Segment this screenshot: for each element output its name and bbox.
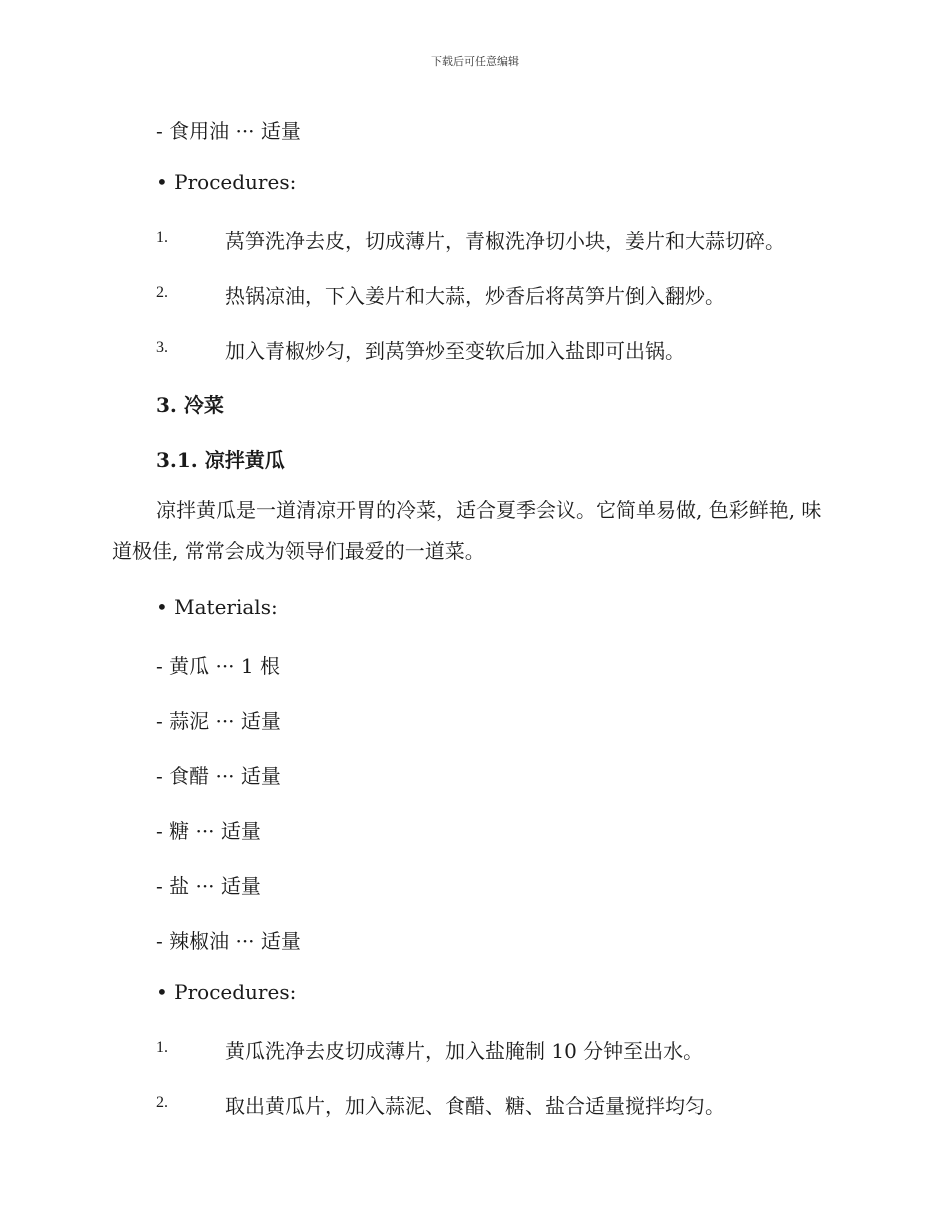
page-header: 下载后可任意编辑 — [431, 55, 519, 68]
step-number: 2. — [156, 284, 168, 301]
intro-text: 凉拌黄瓜是一道清凉开胃的冷菜，适合夏季会议。它简单易做, 色彩鲜艳, 味道极佳, 常常会成为领导们最爱的一道菜。 — [112, 498, 822, 563]
step-number: 3. — [156, 339, 168, 356]
procedures-label: • Procedures: — [156, 170, 297, 194]
step-number: 2. — [156, 1094, 168, 1111]
step-text: 加入青椒炒匀，到莴笋炒至变软后加入盐即可出锅。 — [225, 339, 685, 363]
step-text: 黄瓜洗净去皮切成薄片，加入盐腌制 10 分钟至出水。 — [225, 1039, 704, 1063]
materials-label: • Materials: — [156, 595, 278, 619]
step-number: 1. — [156, 1039, 168, 1056]
step-text: 取出黄瓜片，加入蒜泥、食醋、糖、盐合适量搅拌均匀。 — [225, 1094, 725, 1118]
material-item: - 黄瓜 ··· 1 根 — [156, 654, 280, 678]
step-number: 1. — [156, 229, 168, 246]
step-text: 热锅凉油，下入姜片和大蒜，炒香后将莴笋片倒入翻炒。 — [225, 284, 725, 308]
material-item: - 辣椒油 ··· 适量 — [156, 929, 301, 953]
material-item: - 糖 ··· 适量 — [156, 819, 261, 843]
material-item: - 盐 ··· 适量 — [156, 874, 261, 898]
material-item: - 食醋 ··· 适量 — [156, 764, 281, 788]
material-item-oil: - 食用油 ··· 适量 — [156, 119, 301, 143]
step-text: 莴笋洗净去皮，切成薄片，青椒洗净切小块，姜片和大蒜切碎。 — [225, 229, 785, 253]
procedures-label: • Procedures: — [156, 980, 297, 1004]
section-heading: 3. 冷菜 — [156, 393, 224, 417]
material-item: - 蒜泥 ··· 适量 — [156, 709, 281, 733]
intro-paragraph — [112, 490, 832, 572]
subsection-heading: 3.1. 凉拌黄瓜 — [156, 448, 285, 472]
